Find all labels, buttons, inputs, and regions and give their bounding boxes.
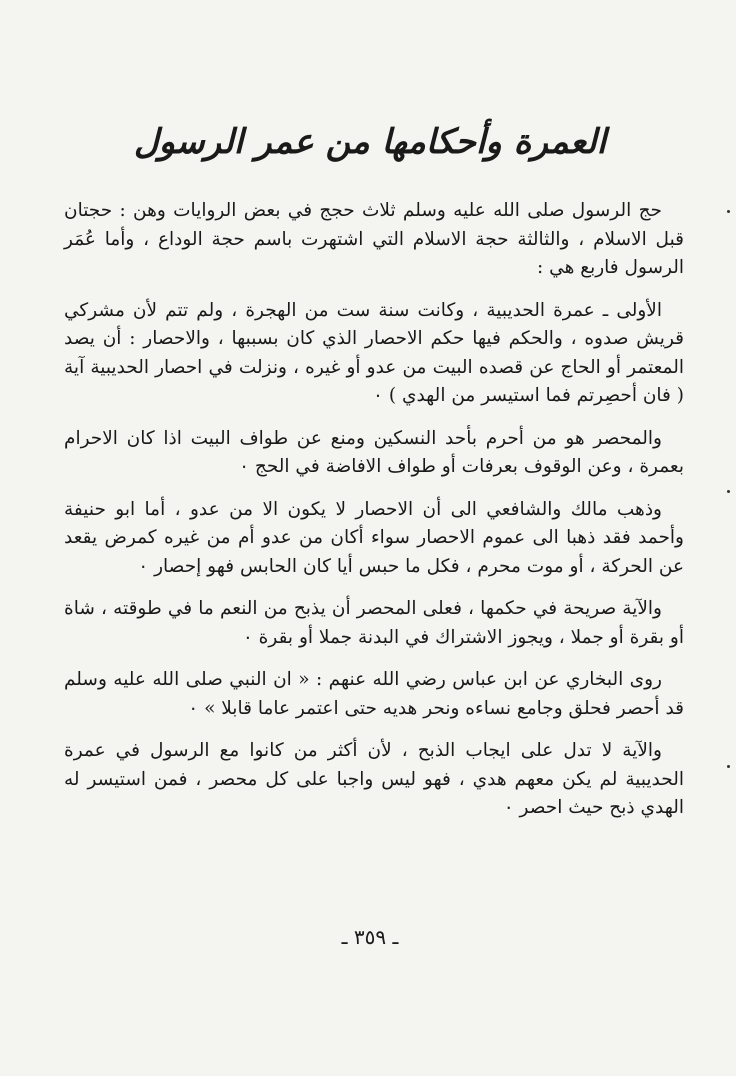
paragraph-1: حج الرسول صلى الله عليه وسلم ثلاث حجج في بعض الروايات وهن : حجتان قبل الاسلام ، والثالثة حجة الاسلام التي اشتهرت باسم حجة الوداع ، وأما عُمَر الرسول فاربع هي : bbox=[64, 200, 684, 278]
page-number: ـ ٣٥٩ ـ bbox=[341, 925, 399, 949]
paragraph-3: والمحصر هو من أحرم بأحد النسكين ومنع عن طواف البيت اذا كان الاحرام بعمرة ، وعن الوقوف بعرفات أو طواف الافاضة في الحج ٠ bbox=[64, 427, 684, 477]
body-text bbox=[64, 197, 684, 837]
paragraph-5: والآية صريحة في حكمها ، فعلى المحصر أن يذبح من النعم ما في طوقته ، شاة أو بقرة أو جملا ، ويجوز الاشتراك في البدنة جملا أو بقرة ٠ bbox=[64, 598, 684, 648]
margin-dot bbox=[727, 210, 730, 213]
chapter-title: العمرة وأحكامها من عمر الرسول bbox=[133, 122, 607, 162]
paragraph-2: الأولى ـ عمرة الحديبية ، وكانت سنة ست من الهجرة ، ولم تتم لأن مشركي قريش صدوه ، والحكم فيها حكم الاحصار الذي كان بسببها ، والاحصار : أن يصد المعتمر أو الحاج عن قصده البيت من عدو أو غيره ، ونزلت في احصار الحديبية آية ( فان أحصِرتم فما استيسر من الهدي ) ٠ bbox=[64, 299, 684, 406]
paragraph-7: والآية لا تدل على ايجاب الذبح ، لأن أكثر من كانوا مع الرسول في عمرة الحديبية لم يكن معهم هدي ، فهو ليس واجبا على كل محصر ، فمن استيسر له الهدي ذبح حيث احصر ٠ bbox=[64, 740, 684, 818]
margin-dot bbox=[727, 765, 730, 768]
margin-dot bbox=[727, 490, 730, 493]
paragraph-4: وذهب مالك والشافعي الى أن الاحصار لا يكون الا من عدو ، أما ابو حنيفة وأحمد فقد ذهبا الى عموم الاحصار سواء أكان من عدو أم من غيره كمرض يقعد عن الحركة ، أو موت محرم ، فكل ما حبس أيا كان الحابس فهو إحصار ٠ bbox=[64, 498, 684, 577]
paragraph-6: روى البخاري عن ابن عباس رضي الله عنهم : « ان النبي صلى الله عليه وسلم قد أحصر فحلق وجامع نساءه ونحر هديه حتى اعتمر عاما قابلا » ٠ bbox=[64, 669, 684, 719]
